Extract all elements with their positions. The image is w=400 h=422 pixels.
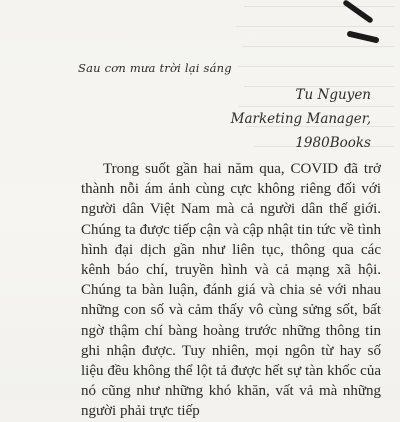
author-name: Tu Nguyen <box>295 87 371 103</box>
author-attribution <box>231 83 371 155</box>
body-text <box>81 159 381 422</box>
author-company: 1980Books <box>295 135 371 151</box>
body-paragraph: Trong suốt gần hai năm qua, COVID đã trở thành nỗi ám ảnh cùng cực không riêng đối với người dân Việt Nam mà cả người dân thế giới. Chúng ta được tiếp cận và cập nhật tin tức về tình hình đại dịch gần như liên tục, thông qua các kênh báo chí, truyền hình và cả mạng xã hội. Chúng ta bàn luận, đánh giá và chia sẻ với nhau những con số và cảm thấy vô cùng sửng sốt, bất ngờ thậm chí bàng hoàng trước những thông tin ghi nhận được. Tuy nhiên, mọi ngôn từ hay số liệu đều không thể lột tả được hết sự tàn khốc của nó cũng như những khó khăn, vất vả mà những người phải trực tiếp <box>81 161 381 420</box>
chapter-title: Sau cơn mưa trời lại sáng <box>78 61 232 75</box>
author-role: Marketing Manager, <box>230 111 371 127</box>
marker-strokes <box>330 0 400 60</box>
